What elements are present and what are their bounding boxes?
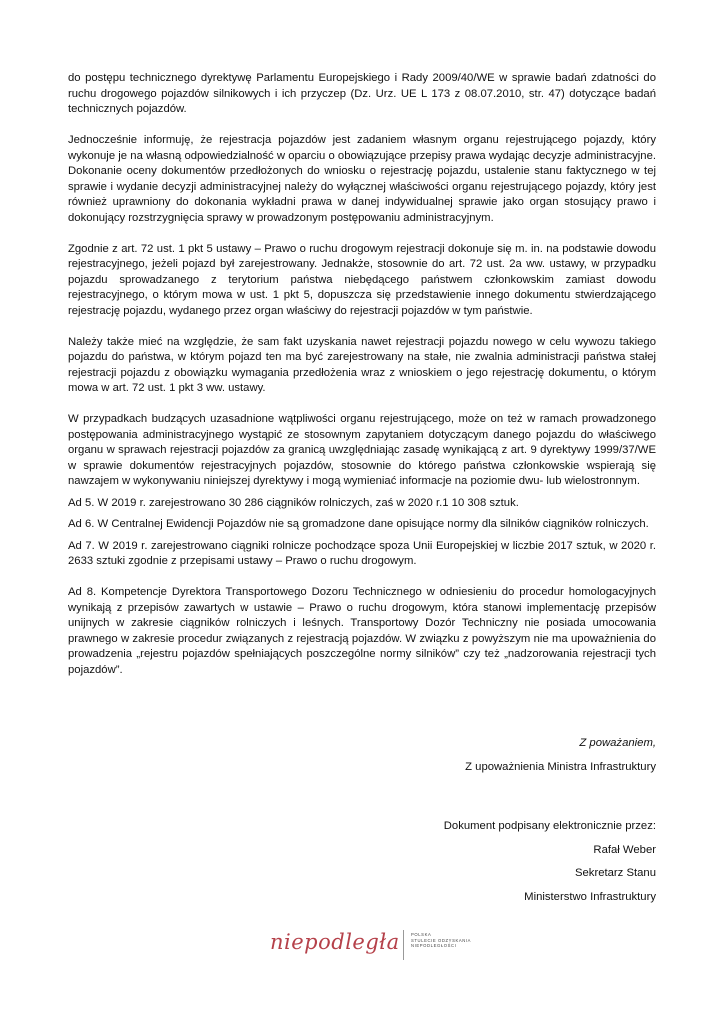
logo-caption: POLSKA STULECIE ODZYSKANIA NIEPODLEGŁOŚCI <box>411 932 472 949</box>
paragraph-ad-7: Ad 7. W 2019 r. zarejestrowano ciągniki rolnicze pochodzące spoza Unii Europejskiej w liczbie 2017 sztuk, w 2020 r. 2633 sztuki zgodnie z przepisami ustawy – Prawo o ruchu drogowym. <box>68 539 656 567</box>
logo-divider <box>403 930 404 960</box>
letter-body <box>68 71 656 694</box>
niepodlegla-logo <box>270 926 490 966</box>
closing-phrase: Z poważaniem, <box>579 737 656 749</box>
paragraph-art-72: Zgodnie z art. 72 ust. 1 pkt 5 ustawy – Prawo o ruchu drogowym rejestracji dokonuje się m. in. na podstawie dowodu rejestracyjnego, jeżeli pojazd był zarejestrowany. Jednakże, stosownie do art. 72 ust. 2a ww. ustawy, w przypadku pojazdu sprowadzanego z terytorium państwa niebędącego państwem członkowskim zamiast dowodu rejestracyjnego, o którym mowa w ust. 1 pkt 5, dopuszcza się przedstawienie innego dokumentu stwierdzającego rejestrację pojazdu, wydanego przez organ właściwy do rejestracji pojazdów w tym państwie. <box>68 242 656 317</box>
logo-wordmark: niepodległa <box>270 930 400 954</box>
paragraph-directive: do postępu technicznego dyrektywę Parlamentu Europejskiego i Rady 2009/40/WE w sprawie badań zdatności do ruchu drogowego pojazdów silnikowych i ich przyczep (Dz. Urz. UE L 173 z 08.07.2010, str. 47) dotyczące badań technicznych pojazdów. <box>68 72 656 115</box>
signer-position: Sekretarz Stanu <box>574 867 656 879</box>
authorization-line: Z upoważnienia Ministra Infrastruktury <box>465 760 656 773</box>
signature-block <box>444 736 656 913</box>
paragraph-export-registration: Należy także mieć na względzie, że sam fakt uzyskania nawet rejestracji pojazdu nowego w celu wywozu takiego pojazdu do państwa, w którym pojazd ten ma być zarejestrowany na stałe, nie zwalnia administracji państwa stałej rejestracji pojazdu z obowiązku wymagania przedłożenia wraz z wnioskiem o jego rejestrację dokumentu, o którym mowa w art. 72 ust. 1 pkt 3 ww. ustawy. <box>68 335 656 394</box>
signed-by-label: Dokument podpisany elektronicznie przez: <box>443 820 656 832</box>
paragraph-doubts: W przypadkach budzących uzasadnione wątpliwości organu rejestrującego, może on też w ramach prowadzonego postępowania administracyjnego wystąpić ze stosownym zapytaniem dotyczącym danego pojazdu do właściwego organu w sprawach rejestracji pojazdów za granicą uwzględniając zasadę wynikającą z art. 9 dyrektywy 1999/37/WE w sprawie dokumentów rejestracyjnych pojazdów, stosownie do którego państwa członkowskie wspierają się nawzajem w wykonywaniu niniejszej dyrektywy i mogą wymieniać informacje na poziomie dwu- lub wielostronnym. <box>68 413 656 487</box>
paragraph-ad-6: Ad 6. W Centralnej Ewidencji Pojazdów nie są gromadzone dane opisujące normy dla silników ciągników rolniczych. <box>68 518 649 530</box>
paragraph-ad-8: Ad 8. Kompetencje Dyrektora Transportowego Dozoru Technicznego w odniesieniu do procedur homologacyjnych wynikają z przepisów zawartych w ustawie – Prawo o ruchu drogowym, która stanowi implementację przepisów unijnych w zakresie ciągników rolniczych i leśnych. Transportowy Dozór Techniczny nie posiada umocowania prawnego w zakresie procedur związanych z rejestracją pojazdów. W związku z powyższym nie ma upoważnienia do prowadzenia „rejestru pojazdów spełniających poszczególne normy silników” czy też „nadzorowania rejestracji tych pojazdów”. <box>68 586 656 676</box>
paragraph-ad-5: Ad 5. W 2019 r. zarejestrowano 30 286 ciągników rolniczych, zaś w 2020 r.1 10 308 sztuk. <box>68 496 519 509</box>
paragraph-registration-authority: Jednocześnie informuję, że rejestracja pojazdów jest zadaniem własnym organu rejestrującego pojazdy, który wykonuje je na własną odpowiedzialność w oparciu o obowiązujące przepisy prawa wydając decyzje administracyjne. Dokonanie oceny dokumentów przedłożonych do wniosku o rejestrację pojazdu, ustalenie stanu faktycznego w tej sprawie i wydanie decyzji administracyjnej należy do wyłącznej właściwości organu rejestrującego pojazdy, który jest również uprawniony do dokonania wykładni prawa w danej indywidualnej sprawie jako organ stosujący prawo i dokonujący rozstrzygnięcia sprawy w prowadzonym postępowaniu administracyjnym. <box>68 134 656 224</box>
signer-name: Rafał Weber <box>593 843 656 856</box>
signer-institution: Ministerstwo Infrastruktury <box>524 890 656 903</box>
